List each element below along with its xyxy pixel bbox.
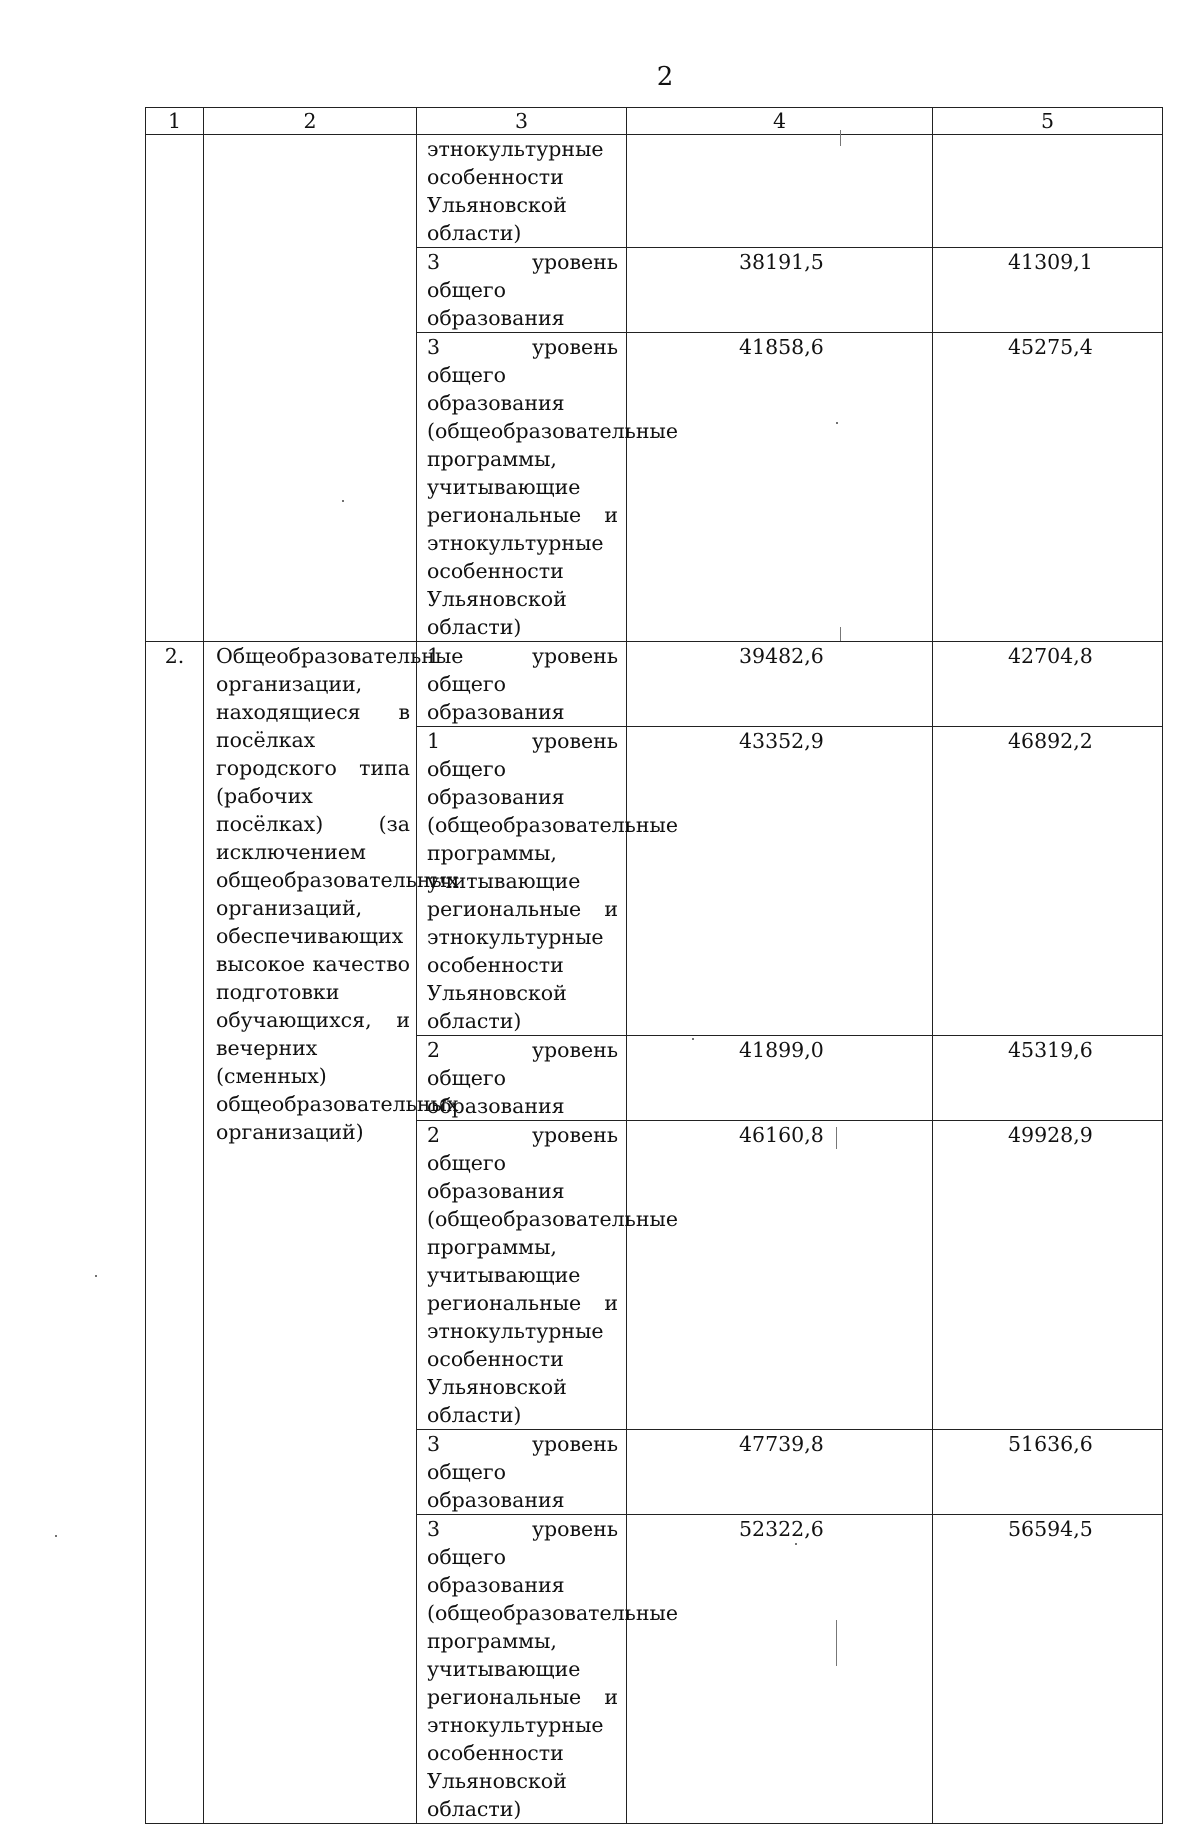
value-col5: 49928,9 <box>933 1121 1163 1430</box>
value-col4: 41899,0 <box>627 1036 933 1121</box>
column-header: 3 <box>417 108 627 135</box>
value-col4: 41858,6 <box>627 333 933 642</box>
table-row <box>146 642 1163 727</box>
index-cell <box>146 135 204 642</box>
level-cell: 1 уровень общего образования (общеобразовательные программы, учитывающие региональные и этнокультурные особенности Ульяновской области) <box>417 727 627 1036</box>
org-description: Общеобразовательные организации, находящиеся в посёлках городского типа (рабочих посёлках) (за исключением общеобразовательных организаций, обеспечивающих высокое качество подготовки обучающихся, и вечерних (сменных) общеобразовательных организаций) <box>204 642 417 1824</box>
scan-speck <box>795 1543 797 1545</box>
column-header: 2 <box>204 108 417 135</box>
value-col4: 43352,9 <box>627 727 933 1036</box>
scan-line <box>840 130 841 146</box>
value-col5: 45319,6 <box>933 1036 1163 1121</box>
value-col5 <box>933 135 1163 248</box>
level-cell: 2 уровень общего образования <box>417 1036 627 1121</box>
column-header-row <box>146 108 1163 135</box>
level-cell: 3 уровень общего образования <box>417 248 627 333</box>
value-col5: 46892,2 <box>933 727 1163 1036</box>
value-col4: 52322,6 <box>627 1515 933 1824</box>
value-col4: 46160,8 <box>627 1121 933 1430</box>
value-col5: 41309,1 <box>933 248 1163 333</box>
value-col4: 47739,8 <box>627 1430 933 1515</box>
scan-line <box>836 1127 837 1149</box>
value-col4: 38191,5 <box>627 248 933 333</box>
scan-speck <box>836 422 838 424</box>
value-col5: 51636,6 <box>933 1430 1163 1515</box>
tariff-table <box>145 107 1163 1824</box>
scan-speck <box>342 500 344 502</box>
level-cell: этнокультурные особенности Ульяновской области) <box>417 135 627 248</box>
scan-speck <box>95 1275 97 1277</box>
scan-line <box>836 1620 837 1666</box>
scan-speck <box>55 1535 57 1537</box>
level-cell: 1 уровень общего образования <box>417 642 627 727</box>
level-cell: 2 уровень общего образования (общеобразовательные программы, учитывающие региональные и этнокультурные особенности Ульяновской области) <box>417 1121 627 1430</box>
column-header: 4 <box>627 108 933 135</box>
level-cell: 3 уровень общего образования (общеобразовательные программы, учитывающие региональные и этнокультурные особенности Ульяновской области) <box>417 333 627 642</box>
column-header: 1 <box>146 108 204 135</box>
value-col4: 39482,6 <box>627 642 933 727</box>
scan-line <box>840 627 841 641</box>
column-header: 5 <box>933 108 1163 135</box>
table-row <box>146 135 1163 248</box>
value-col5: 42704,8 <box>933 642 1163 727</box>
value-col5: 56594,5 <box>933 1515 1163 1824</box>
scan-speck <box>692 1038 694 1040</box>
row-index: 2. <box>146 642 204 1824</box>
org-cell <box>204 135 417 642</box>
level-cell: 3 уровень общего образования (общеобразовательные программы, учитывающие региональные и этнокультурные особенности Ульяновской области) <box>417 1515 627 1824</box>
level-cell: 3 уровень общего образования <box>417 1430 627 1515</box>
value-col4 <box>627 135 933 248</box>
page-number: 2 <box>656 62 674 92</box>
value-col5: 45275,4 <box>933 333 1163 642</box>
